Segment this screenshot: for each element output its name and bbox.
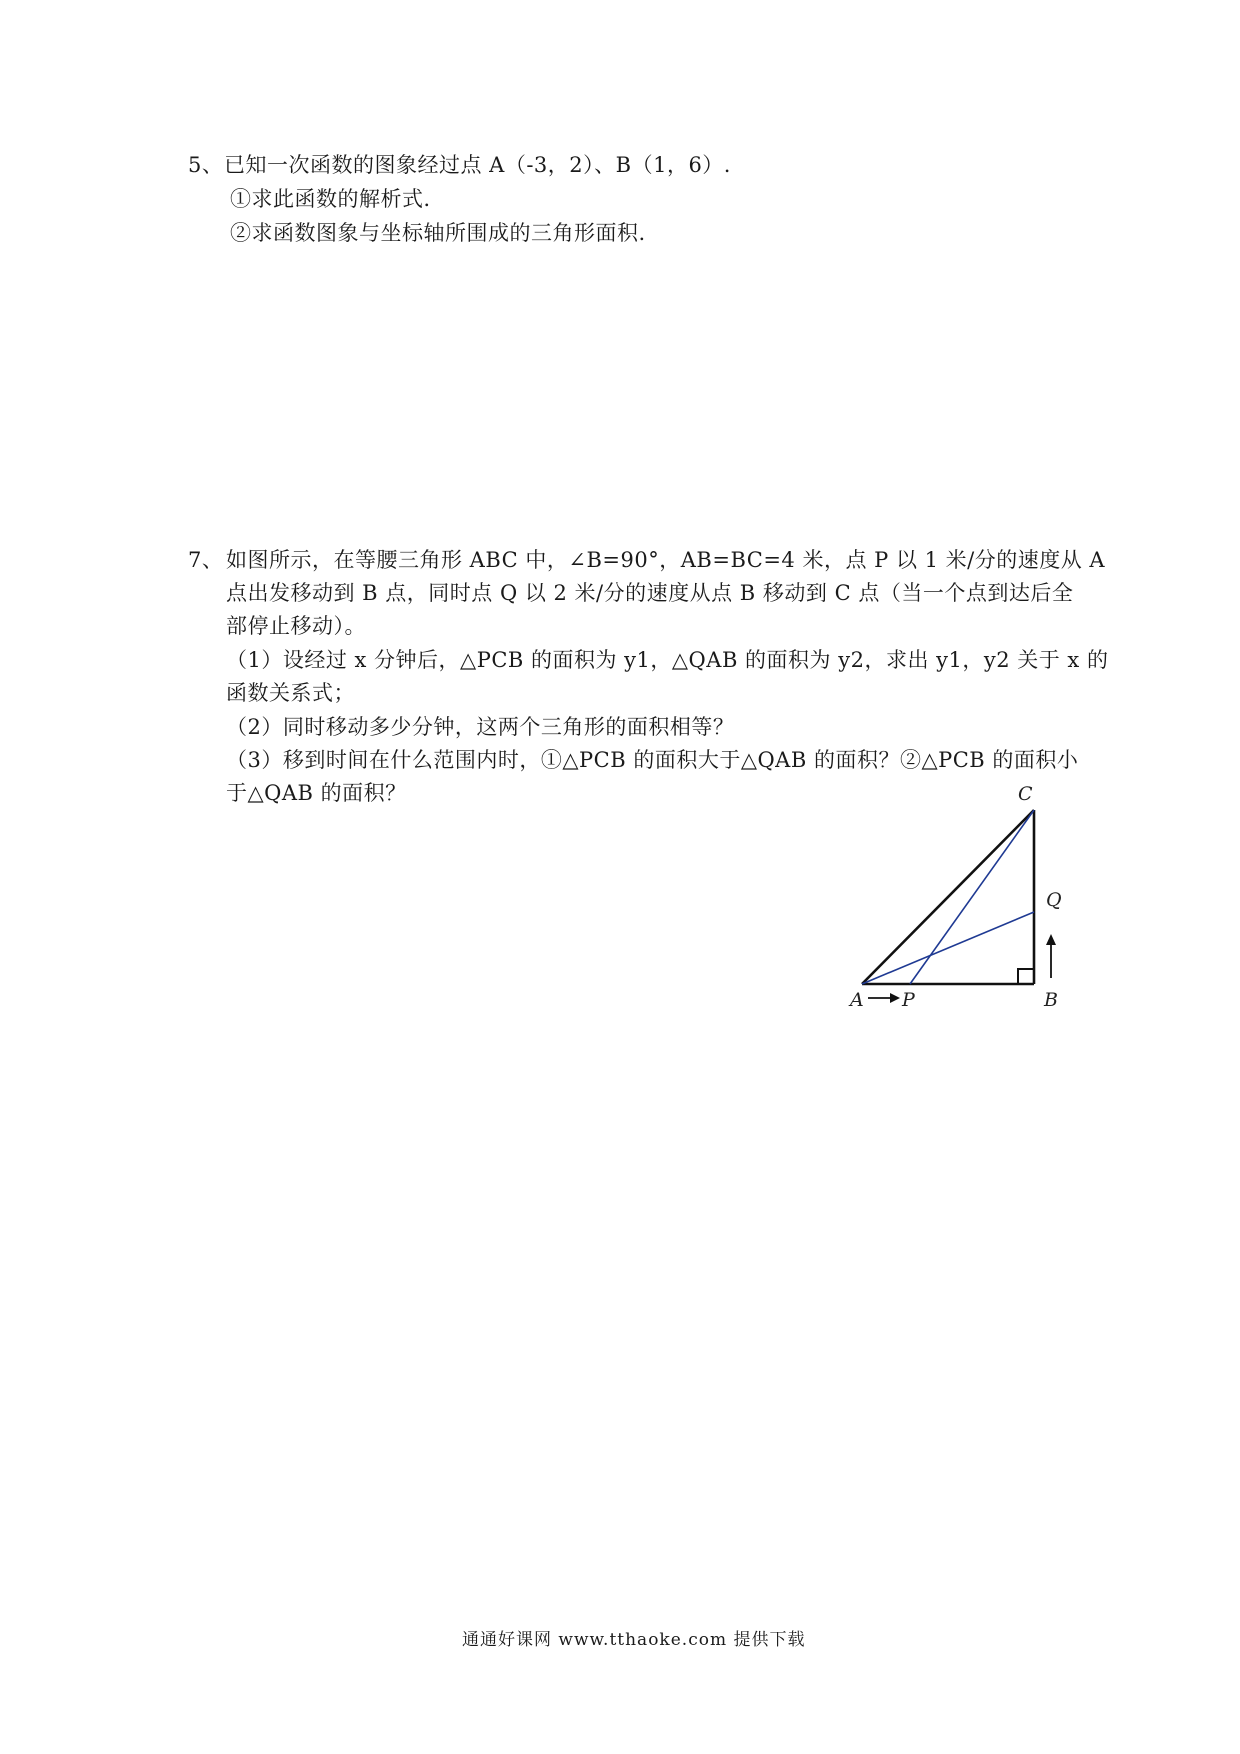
q7-sub1-line1: （1）设经过 x 分钟后，△PCB 的面积为 y1，△QAB 的面积为 y2，求出 y1，y2 关于 x 的 [226, 648, 1109, 672]
q5-stem: 已知一次函数的图象经过点 A（-3，2）、B（1，6）. [224, 153, 731, 177]
q7-sub3-line2: 于△QAB 的面积？ [226, 781, 407, 805]
triangle-figure [838, 782, 1068, 1014]
q7-stem-line3: 部停止移动）。 [226, 614, 366, 638]
q7-sub3-line1: （3）移到时间在什么范围内时，①△PCB 的面积大于△QAB 的面积？②△PCB 的面积小 [226, 748, 1079, 772]
segment-aq [862, 912, 1034, 984]
label-p: P [902, 989, 915, 1011]
q7-stem-line2: 点出发移动到 B 点，同时点 Q 以 2 米/分的速度从点 B 移动到 C 点（当一个点到达后全 [226, 581, 1074, 605]
q5-part1: ①求此函数的解析式． [230, 187, 445, 211]
label-q: Q [1046, 889, 1062, 911]
footer-download-note: 通通好课网 www.tthaoke.com 提供下载 [462, 1630, 806, 1650]
q5-part2: ②求函数图象与坐标轴所围成的三角形面积. [230, 221, 646, 245]
segment-pc [910, 810, 1034, 984]
q7-sub2: （2）同时移动多少分钟，这两个三角形的面积相等？ [226, 715, 735, 739]
q7-number: 7、 [188, 548, 224, 572]
q5-number: 5、 [188, 153, 224, 177]
arrow-q-head [1046, 934, 1056, 945]
q7-stem-line1: 如图所示，在等腰三角形 ABC 中，∠B=90°，AB=BC=4 米，点 P 以 1 米/分的速度从 A [226, 548, 1106, 572]
side-ac [862, 810, 1034, 984]
arrow-p-head [890, 993, 900, 1003]
label-a: A [850, 989, 864, 1011]
q7-sub1-line2: 函数关系式； [226, 681, 355, 705]
right-angle-marker [1018, 969, 1034, 984]
label-b: B [1044, 989, 1058, 1011]
label-c: C [1018, 783, 1033, 805]
